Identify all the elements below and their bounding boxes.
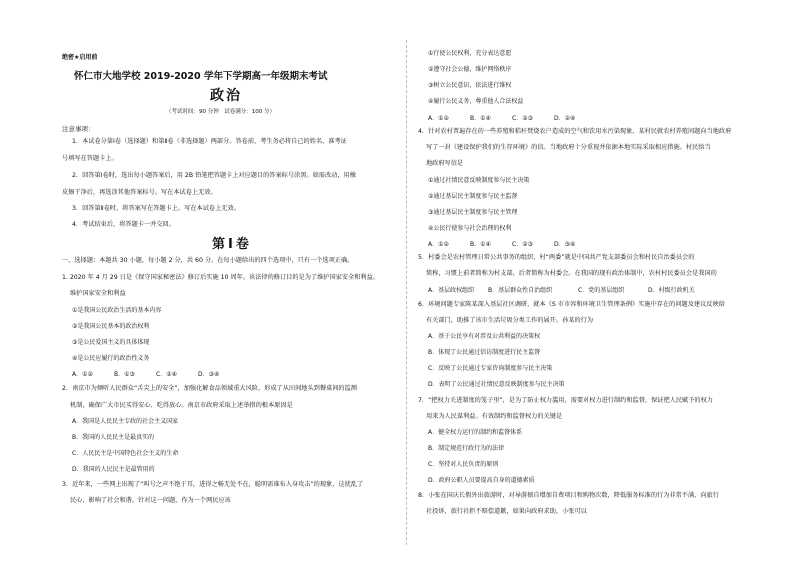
section-instructions: 一、选择题：本题共 30 小题，每小题 2 分，共 60 分。在每小题给出的四个选项中，只有一个选项正确。 <box>62 257 354 264</box>
question-5-stem: 简称，习惯上前者简称为村支部，后者简称为村委会。在我国的现有政治体制中，农村村民委员会是我国的 <box>426 270 717 277</box>
choice-b: B．基层群众性自治组织 <box>488 287 553 294</box>
question-4-stem: 写了一封《建设保护我们的生存环境》的信。当地政府十分重视并依据本地实际采取相应措施。村民给当 <box>426 144 711 151</box>
note-line: 3．回答第Ⅱ卷时，将答案写在答题卡上。写在本试卷上无效。 <box>72 205 240 212</box>
choice-b: B．①④ <box>470 115 491 122</box>
subject-title: 政治 <box>210 88 242 104</box>
question-7-choice: B．制定规范行政行为的法律 <box>428 445 505 452</box>
question-2-choice: A．我国是人民民主专政的社会主义国家 <box>72 418 179 425</box>
question-3-item: ③树立公民意识，依法进行维权 <box>428 82 512 89</box>
question-4-item: ①通过社情民意反映制度参与民主决策 <box>428 177 530 184</box>
choice-a: A．①② <box>428 115 449 122</box>
note-line: 1．本试卷分第Ⅰ卷（选择题）和第Ⅱ卷（非选择题）两部分。答卷前，考生务必将自己的姓名、准考证 <box>72 138 347 145</box>
question-1-item: ④是公民应履行的政治性义务 <box>72 355 150 362</box>
question-1-item: ②是我国公民基本的政治权利 <box>72 323 150 330</box>
question-6-stem: 6．环境问题专家陈某深入基层社区调研，就本《S 市市容和环境卫生管理条例》实施中存在的问题及建议反映给 <box>418 301 725 308</box>
exam-title: 怀仁市大地学校 2019-2020 学年下学期高一年级期末考试 <box>74 71 328 82</box>
choice-b: B．①③ <box>114 371 135 378</box>
question-2-choice: D．我国的人民民主是最管用的 <box>72 466 155 473</box>
choice-d: D．村级行政机关 <box>648 287 695 294</box>
question-6-choice: D．表明了公民通过社情民意反映制度参与民主决策 <box>428 381 565 388</box>
choice-b: B．①④ <box>470 241 491 248</box>
question-6-choice: B．体现了公民通过信访制度进行民主监督 <box>428 349 541 356</box>
question-1-stem: 维护国家安全和利益 <box>70 290 126 297</box>
question-4-stem: 地政府写信是 <box>426 160 464 167</box>
question-8-stem: 8．小张在国庆长假外出旅游时，对导游擅自增加自费项目和购物次数，降低服务标准的行为非常不满，向旅行 <box>418 492 719 499</box>
section-title: 第Ⅰ卷 <box>212 237 252 252</box>
question-6-stem: 有关部门，助推了该市生活垃圾分类工作的展开。孙某的行为 <box>426 317 594 324</box>
choice-c: C．②④ <box>156 371 177 378</box>
note-line: 4．考试结束后，将答题卡一并交回。 <box>72 221 175 228</box>
question-1-stem: 1. 2020 年 4 月 29 日是《保守国家秘密法》修订后实施 10 周年。该法律的修订目的是为了维护国家安全和利益。 <box>62 274 379 281</box>
choice-a: A．①② <box>428 241 449 248</box>
question-4-item: ②通过基层民主制度参与民主监督 <box>428 193 518 200</box>
question-4-item: ④公民行使参与社会治理的权利 <box>428 225 512 232</box>
column-divider <box>406 40 407 545</box>
question-7-stem: 7．“把权力关进制度的笼子里”，是为了防止权力滥用，需要对权力进行制约和监督，保证把人民赋予的权力 <box>418 397 713 404</box>
question-6-choice: C．反映了公民通过专家咨询制度参与民主决策 <box>428 365 553 372</box>
question-1-item: ③是公民爱国主义的具体体现 <box>72 339 150 346</box>
question-6-choice: A．基于公民享有对涉及公共利益的决策权 <box>428 333 541 340</box>
question-3-stem: 民心，影响了社会和谐。针对这一问题，作为一个网民应该 <box>70 497 231 504</box>
question-4-item: ③通过基层民主制度参与民主管理 <box>428 209 518 216</box>
note-line: 2．回答第Ⅰ卷时，选出每小题答案后，用 2B 铅笔把答题卡上对应题目的答案标号涂黑。如需改动，用橡 <box>72 172 356 179</box>
question-1-choices <box>72 370 240 380</box>
choice-d: D．③④ <box>554 241 576 248</box>
question-4-choices <box>428 240 596 250</box>
choice-c: C．②③ <box>512 241 533 248</box>
question-3-item: ②遵守社会公德，维护网络秩序 <box>428 66 512 73</box>
question-5-stem: 5．村委会是农村管理日常公共事务的组织，村“两委”就是中国共产党支部委员会和村民自治委员会的 <box>418 254 695 261</box>
choice-c: C．②③ <box>512 115 533 122</box>
question-4-stem: 4．针对农村普遍存在的一些养殖和秸秆焚烧农户造成的空气和饮用水污染现象，某村民就农村养殖问题向当地政府 <box>418 128 732 135</box>
exam-meta: （考试时间：90 分钟 试卷满分：100 分） <box>166 109 275 115</box>
question-7-choice: C．坚持对人民负责的原则 <box>428 461 499 468</box>
question-3-choices <box>428 114 596 124</box>
question-7-choice: D．政府公职人员要提高自身的道德素质 <box>428 477 535 484</box>
choice-a: A．①② <box>72 371 93 378</box>
question-2-stem: 机制，确保广大市民买得安心、吃得放心。南京市政府采取上述举措的根本原因是 <box>70 402 293 409</box>
question-7-choice: A．健全权力运行的制约和监督体系 <box>428 429 523 436</box>
note-line: 皮擦干净后，再选涂其他答案标号。写在本试卷上无效。 <box>62 189 217 196</box>
question-1-item: ①是我国公民政治生活的基本内容 <box>72 307 162 314</box>
question-3-item: ①行使公民权利，充分表达意愿 <box>428 50 512 57</box>
question-2-choice: C．人民民主是中国特色社会主义的生命 <box>72 450 179 457</box>
question-2-choice: B．我国的人民民主是最真实的 <box>72 434 155 441</box>
choice-d: D．②④ <box>554 115 576 122</box>
secret-label: 绝密★启用前 <box>62 54 98 61</box>
choice-d: D．③④ <box>198 371 220 378</box>
question-3-item: ④履行公民义务，尊重他人合法权益 <box>428 98 524 105</box>
choice-c: C．党的基层组织 <box>578 287 625 294</box>
note-line: 号填写在答题卡上。 <box>62 155 118 162</box>
question-5-choices <box>428 286 695 296</box>
question-7-stem: 用来为人民谋利益。有效制约和监督权力的关键是 <box>426 413 563 420</box>
notes-heading: 注意事项： <box>62 125 95 133</box>
question-3-stem: 3．近年来，一些网上出现了“叫号之声不绝于耳，进得之畅无处不在，聪明需谁布人身攻击”的现象，这扰乱了 <box>62 481 364 488</box>
choice-a: A．基层政权组织 <box>428 287 475 294</box>
question-2-stem: 2．南京市为倾听人民群众“舌尖上的安全”，加强化解食品领域重大风险，形成了从田间地头到餐桌间的监测 <box>62 385 357 392</box>
question-8-stem: 社投诉，旅行社拒不赔偿道歉，如果向政府求助，小张可以 <box>426 508 587 515</box>
